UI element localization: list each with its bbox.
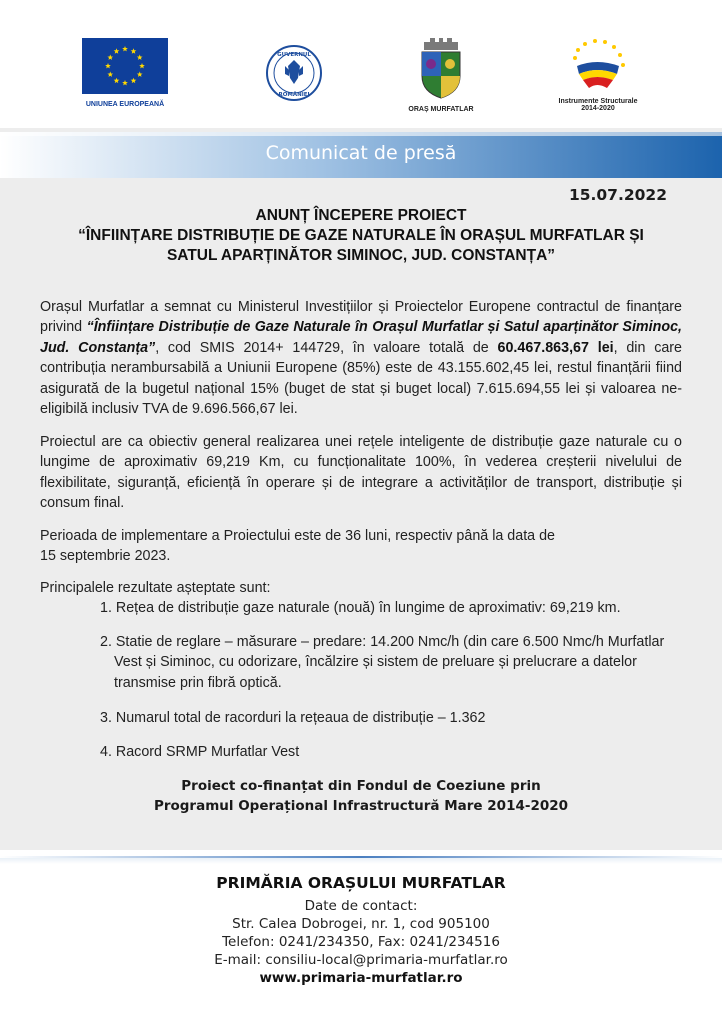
town-logo: [404, 36, 478, 113]
paragraph-period: [40, 526, 682, 567]
press-release-banner: [0, 132, 722, 178]
paragraph-objective: Proiectul are ca obiectiv general realizarea unei rețele inteligente de distribuție gaze naturale cu o lungime de aproximativ 69,219 Km, cu funcționalitate 100%, în vederea creșterii nivelului de flexibilitate, siguranță, eficiență în operare și de integrare a activităților de transport, distribuție și consum final.: [40, 434, 682, 512]
footer-divider-line: [0, 856, 722, 858]
cofin-line-2: Programul Operațional Infrastructură Mare 2014-2020: [153, 798, 569, 814]
cofinancing-note: [0, 776, 722, 816]
eu-caption: UNIUNEA EUROPEANĂ: [85, 101, 165, 108]
gov-text-bottom: ROMÂNIEI: [278, 92, 310, 98]
gov-text-top: GUVERNUL: [277, 52, 311, 58]
eu-logo: [82, 38, 168, 108]
is-caption-2: 2014-2020: [581, 105, 615, 112]
contact-website-link[interactable]: www.primaria-murfatlar.ro: [259, 970, 463, 986]
paragraph-financing: [40, 297, 682, 419]
period-line-2: 15 septembrie 2023.: [40, 548, 171, 565]
structural-instruments-logo: [552, 36, 644, 112]
government-logo: [265, 44, 323, 106]
logo-header: [0, 0, 722, 128]
structural-instruments-icon: [563, 36, 633, 94]
heading-line-3: SATUL APARȚINĂTOR SIMINOC, JUD. CONSTANȚA”: [166, 247, 556, 264]
contact-phone: Telefon: 0241/234350, Fax: 0241/234516: [222, 934, 500, 950]
contact-email[interactable]: E-mail: consiliu-local@primaria-murfatlar.ro: [214, 952, 508, 968]
results-intro: Principalele rezultate așteptate sunt:: [40, 580, 271, 596]
result-item-2: [100, 632, 690, 693]
result-item-1: 1. Rețea de distribuție gaze naturale (nouă) în lungime de aproximativ: 69,219 km.: [100, 600, 621, 616]
period-line-1: Perioada de implementare a Proiectului este de 36 luni, respectiv până la data de: [40, 528, 556, 544]
is-caption-1: Instrumente Structurale: [558, 98, 638, 105]
banner-title: Comunicat de presă: [265, 142, 457, 164]
document-date: 15.07.2022: [568, 186, 667, 204]
cofin-line-1: Proiect co-finanțat din Fondul de Coeziune prin: [181, 778, 541, 794]
heading-line-1: ANUNȚ ÎNCEPERE PROIECT: [255, 207, 467, 224]
p1-text-a: Orașul Murfatlar a semnat cu Ministerul Investițiilor și Proiectelor Europene contractul de finanțare privind: [40, 299, 682, 336]
announcement-heading: [30, 206, 692, 266]
contact-footer: [0, 864, 722, 1024]
government-seal-icon: [265, 44, 323, 102]
result-item-2-text: 2. Statie de reglare – măsurare – predare: 14.200 Nmc/h (din care 6.500 Nmc/h Murfatlar Vest și Siminoc, cu odorizare, încălzire și sistem de preluare și prelucrare a datelor transmise prin fibră optică.: [100, 634, 665, 691]
result-item-4: 4. Racord SRMP Murfatlar Vest: [100, 744, 300, 760]
contact-label: Date de contact:: [304, 898, 418, 914]
town-caption: ORAȘ MURFATLAR: [408, 106, 474, 113]
p1-total-value: 60.467.863,67 lei: [497, 339, 614, 356]
p1-text-c: , din care contribuția nerambursabilă a Uniunii Europene (85%) este de 43.155.602,45 lei, restul finanțării fiind asigurată de la bugetul național 15% (buget de stat și buget local) 7.615.694,55 lei și valoarea ne-eligibilă inclusiv TVA de 9.696.566,67 lei.: [40, 339, 683, 418]
eu-flag-icon: [82, 38, 168, 94]
contact-address: Str. Calea Dobrogei, nr. 1, cod 905100: [232, 916, 490, 932]
p1-project-name: “Înființare Distribuție de Gaze Naturale în Orașul Murfatlar și Satul aparținător Siminoc, Jud. Constanța”: [40, 319, 682, 356]
result-item-3: 3. Numarul total de racorduri la rețeaua de distribuție – 1.362: [100, 710, 486, 726]
p1-text-b: , cod SMIS 2014+ 144729, în valoare totală de: [155, 339, 498, 356]
heading-line-2: “ÎNFIINȚARE DISTRIBUȚIE DE GAZE NATURALE ÎN ORAȘUL MURFATLAR ȘI: [78, 227, 644, 244]
footer-title: PRIMĂRIA ORAȘULUI MURFATLAR: [216, 874, 506, 892]
coat-of-arms-icon: [416, 36, 466, 100]
